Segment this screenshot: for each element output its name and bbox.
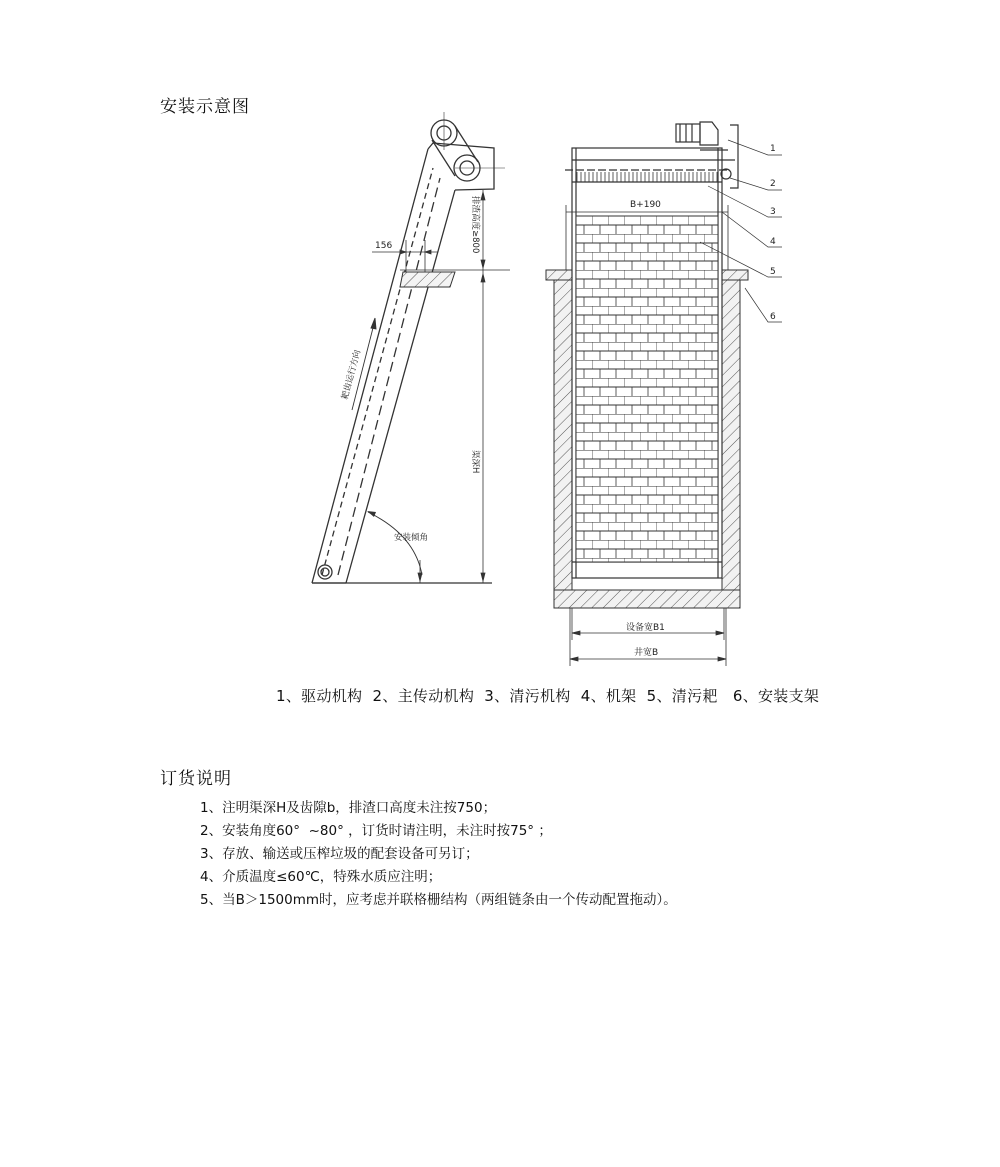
callout-5: 5 [770, 267, 776, 277]
callout-2: 2 [770, 179, 776, 189]
order-note-3: 3、存放、输送或压榨垃圾的配套设备可另订； [200, 846, 479, 862]
dim-equipment-width-label: 设备宽B1 [626, 623, 665, 633]
side-view-drawing [300, 110, 520, 600]
dim-well-width-label: 井宽B [634, 648, 659, 658]
dim-156-label: 156 [375, 241, 393, 251]
rake-direction-label: 耙齿运行方向 [340, 348, 364, 401]
front-view-drawing [540, 110, 800, 670]
callout-6: 6 [770, 312, 776, 322]
order-note-1: 1、注明渠深H及齿隙b，排渣口高度未注按750； [200, 800, 497, 816]
callout-4: 4 [770, 237, 776, 247]
order-note-5: 5、当B＞1500mm时，应考虑并联格栅结构（两组链条由一个传动配置拖动）。 [200, 892, 677, 908]
order-notes-list [200, 797, 677, 912]
order-notes-title: 订货说明 [160, 769, 232, 789]
callout-1: 1 [770, 144, 776, 154]
order-note-4: 4、介质温度≤60℃，特殊水质应注明； [200, 869, 442, 885]
dim-channel-depth-label: 渠深H [470, 450, 480, 474]
install-diagram-title: 安装示意图 [160, 97, 250, 117]
install-angle-label: 安装倾角 [394, 533, 429, 543]
order-note-2: 2、安装角度60° ~80° ，订货时请注明，未注时按75° ； [200, 823, 552, 839]
callout-3: 3 [770, 207, 776, 217]
dim-outlet-height-label: 排渣高度≥800 [470, 196, 480, 254]
component-legend: 1、驱动机构 2、主传动机构 3、清污机构 4、机架 5、清污耙 6、安装支架 [276, 687, 820, 705]
dim-b190-label: B+190 [630, 200, 661, 210]
